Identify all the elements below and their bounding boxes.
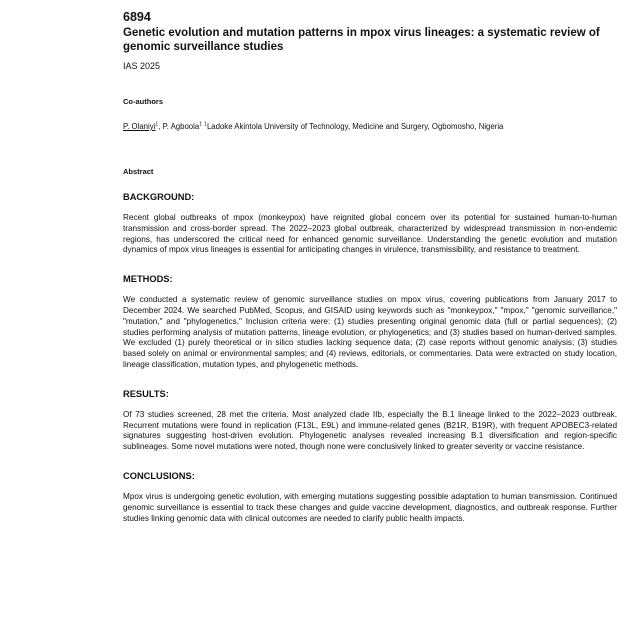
affiliation-marker: 1 (204, 121, 207, 128)
second-author: P. Agboola (162, 122, 200, 131)
methods-section (123, 273, 617, 371)
background-heading: BACKGROUND: (123, 192, 195, 202)
author-separator: , (158, 122, 163, 131)
abstract-id: 6894 (123, 10, 151, 24)
abstract-heading: Abstract (123, 167, 154, 176)
abstract-page (123, 10, 617, 524)
affiliation: Ladoke Akintola University of Technology, Medicine and Surgery, Ogbomosho, Nigeria (206, 122, 504, 131)
background-section (123, 191, 617, 256)
abstract-title: Genetic evolution and mutation patterns in mpox virus lineages: a systematic review of genomic surveillance studies (123, 27, 600, 53)
conclusions-text: Mpox virus is undergoing genetic evolution, with emerging mutations suggesting possible adaptation to human transmission. Continued genomic surveillance is essential to track these changes and guide vaccine development, diagnostics, and outbreak response. Further studies linking genomic data with clinical outcomes are needed to clarify public health impacts. (123, 491, 617, 523)
presenting-author-affiliation-marker: 1 (155, 121, 159, 128)
background-text: Recent global outbreaks of mpox (monkeypox) have reignited global concern over its potential for sustained human-to-human transmission and cross-border spread. The 2022–2023 global outbreak, characterized by widespread transmission in non-endemic regions, has underscored the critical need for enhanced genomic surveillance. Understanding the genetic evolution and mutation dynamics of mpox virus lineages is essential for anticipating changes in virulence, transmissibility, and resistance to treatment. (123, 213, 617, 255)
methods-text: We conducted a systematic review of genomic surveillance studies on mpox virus, covering publications from January 2017 to December 2024. We searched PubMed, Scopus, and GISAID using keywords such as "monkeypox," "mpox," "genomic surveillance," "mutation," and "phylogenetics." Inclusion criteria were: (1) studies presenting original genomic data (full or partial sequences); (2) studies performing analysis of mutation patterns, lineage evolution, or phylogenetics; and (3) studies based on human-derived samples. We excluded (1) purely theoretical or in silico studies lacking sequence data; (2) case reports without genomic analysis; (3) studies based solely on animal or environmental samples; and (4) reviews, editorials, or commentaries. Data were extracted on study location, lineage classification, mutation types, and phylogenetic methods. (123, 295, 617, 369)
conclusions-heading: CONCLUSIONS: (123, 470, 195, 481)
results-section (123, 388, 617, 453)
conclusions-section (123, 470, 617, 524)
conference-name: IAS 2025 (123, 61, 161, 71)
author-line (123, 122, 617, 132)
second-author-affiliation-marker: 1 (199, 121, 202, 128)
coauthors-heading: Co-authors (123, 97, 163, 106)
results-text: Of 73 studies screened, 28 met the criteria. Most analyzed clade IIb, especially the B.1 lineage linked to the 2022–2023 outbreak. Recurrent mutations were found in replication (F13L, E9L) and immune-related genes (B21R, B19R), with frequent APOBEC3-related signatures suggesting host-driven evolution. Phylogenetic analyses revealed increasing B.1 diversification and region-specific sublineages. Some novel mutations were noted, though none were conclusively linked to greater severity or vaccine resistance. (123, 409, 617, 452)
results-heading: RESULTS: (123, 388, 169, 399)
presenting-author: P. Olaniyi (123, 122, 156, 131)
methods-heading: METHODS: (123, 274, 173, 285)
